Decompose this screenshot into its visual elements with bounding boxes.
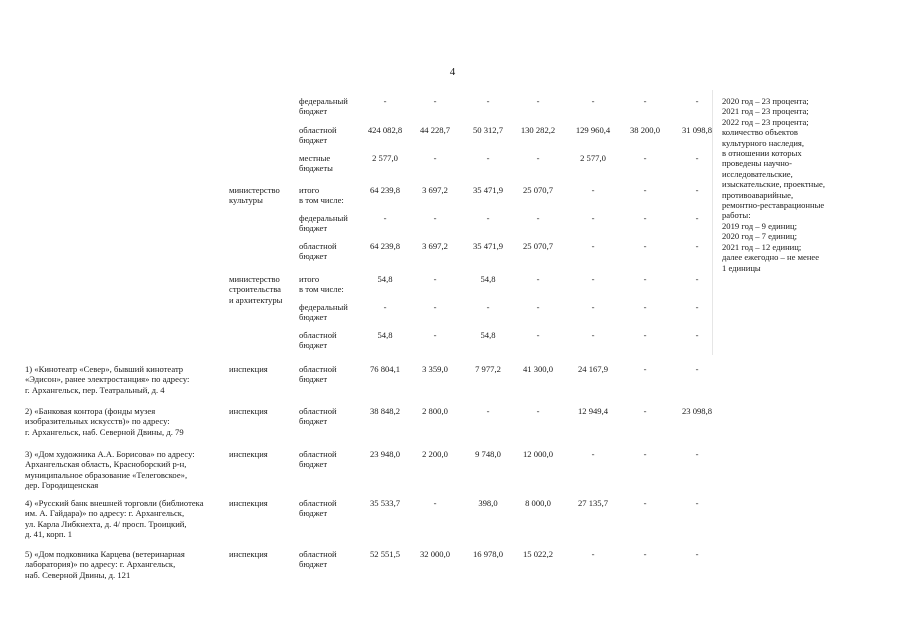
responsible-agent-line: строительства <box>229 284 281 295</box>
value-cell: - <box>536 96 540 106</box>
value-cell: 25 070,7 <box>522 241 554 251</box>
funding-source-line: бюджет <box>299 508 328 519</box>
funding-source-line: бюджеты <box>299 163 333 174</box>
funding-source-line: федеральный <box>299 96 348 106</box>
value-cell: - <box>591 449 595 459</box>
result-line: противоаварийные, <box>722 189 794 200</box>
funding-source-line: бюджет <box>299 340 328 351</box>
funding-source-line: бюджет <box>299 106 328 117</box>
value-cell: - <box>643 241 647 251</box>
value-cell: - <box>643 549 647 559</box>
value-cell: 76 804,1 <box>369 364 401 374</box>
responsible-agent-line: культуры <box>229 195 263 206</box>
object-name-line: 4) «Русский банк внешней торговли (библиотека <box>25 498 204 508</box>
value-cell: 50 312,7 <box>472 125 504 135</box>
result-line: 2021 год – 12 единиц; <box>722 241 802 252</box>
value-cell: 12 949,4 <box>577 406 609 416</box>
result-line: далее ежегодно – не менее <box>722 252 820 263</box>
value-cell: - <box>486 406 490 416</box>
funding-source-line: итого <box>299 185 320 195</box>
value-cell: - <box>433 96 437 106</box>
object-name-line: г. Архангельск, пер. Театральный, д. 4 <box>25 384 165 395</box>
object-name-line: изобразительных искусств)» по адресу: <box>25 416 170 427</box>
responsible-agent-line: инспекция <box>229 549 268 559</box>
value-cell: - <box>383 302 387 312</box>
value-cell: 32 000,0 <box>419 549 451 559</box>
result-line: 2019 год – 9 единиц; <box>722 220 797 231</box>
value-cell: 130 282,2 <box>520 125 556 135</box>
value-cell: - <box>383 96 387 106</box>
value-cell: - <box>643 498 647 508</box>
value-cell: 2 800,0 <box>422 406 448 416</box>
funding-source-line: областной <box>299 449 337 459</box>
funding-source-line: федеральный <box>299 213 348 223</box>
value-cell: - <box>536 406 540 416</box>
value-cell: - <box>486 302 490 312</box>
responsible-agent-line: инспекция <box>229 498 268 508</box>
value-cell: - <box>695 549 699 559</box>
value-cell: - <box>695 302 699 312</box>
result-line: работы: <box>722 210 751 221</box>
value-cell: 35 471,9 <box>472 185 504 195</box>
value-cell: 129 960,4 <box>575 125 611 135</box>
value-cell: 35 471,9 <box>472 241 504 251</box>
result-line: количество объектов <box>722 127 798 138</box>
value-cell: - <box>643 213 647 223</box>
value-cell: 23 948,0 <box>369 449 401 459</box>
value-cell: - <box>643 153 647 163</box>
result-line: 2020 год – 23 процента; <box>722 96 809 106</box>
object-name-line: 2) «Банковая контора (фонды музея <box>25 406 156 416</box>
result-line: исследовательские, <box>722 168 793 179</box>
object-name-line: лаборатория)» по адресу: г. Архангельск, <box>25 559 176 570</box>
value-cell: - <box>695 213 699 223</box>
value-cell: - <box>591 330 595 340</box>
funding-source-line: областной <box>299 498 337 508</box>
funding-source-line: бюджет <box>299 559 328 570</box>
value-cell: - <box>643 364 647 374</box>
funding-source-line: бюджет <box>299 312 328 323</box>
value-cell: - <box>433 153 437 163</box>
value-cell: - <box>433 274 437 284</box>
value-cell: 3 697,2 <box>422 185 448 195</box>
value-cell: 3 697,2 <box>422 241 448 251</box>
responsible-agent-line: министерство <box>229 274 280 284</box>
value-cell: - <box>695 241 699 251</box>
object-name-line: им. А. Гайдара)» по адресу: г. Архангельск, <box>25 508 185 519</box>
value-cell: - <box>643 330 647 340</box>
object-name-line: Архангельская область, Красноборский р-н, <box>25 459 187 470</box>
value-cell: 2 577,0 <box>580 153 606 163</box>
value-cell: - <box>433 213 437 223</box>
value-cell: - <box>591 96 595 106</box>
value-cell: 54,8 <box>480 330 496 340</box>
value-cell: - <box>695 364 699 374</box>
funding-source-line: бюджет <box>299 416 328 427</box>
value-cell: - <box>591 549 595 559</box>
value-cell: 424 082,8 <box>367 125 403 135</box>
value-cell: - <box>433 498 437 508</box>
value-cell: - <box>536 274 540 284</box>
value-cell: - <box>591 185 595 195</box>
value-cell: - <box>536 213 540 223</box>
result-line: ремонтно-реставрационные <box>722 200 825 211</box>
object-name-line: 1) «Кинотеатр «Север», бывший кинотеатр <box>25 364 184 374</box>
value-cell: 64 239,8 <box>369 185 401 195</box>
responsible-agent-line: инспекция <box>229 406 268 416</box>
value-cell: - <box>643 449 647 459</box>
value-cell: 38 848,2 <box>369 406 401 416</box>
value-cell: - <box>643 302 647 312</box>
responsible-agent-line: инспекция <box>229 364 268 374</box>
funding-source-line: в том числе: <box>299 195 344 206</box>
result-line: культурного наследия, <box>722 137 805 148</box>
funding-source-line: бюджет <box>299 459 328 470</box>
value-cell: 12 000,0 <box>522 449 554 459</box>
value-cell: 52 551,5 <box>369 549 401 559</box>
funding-source-line: областной <box>299 364 337 374</box>
funding-source-line: в том числе: <box>299 284 344 295</box>
responsible-agent-line: министерство <box>229 185 280 195</box>
value-cell: 54,8 <box>377 274 393 284</box>
value-cell: 54,8 <box>377 330 393 340</box>
value-cell: - <box>591 274 595 284</box>
object-name-line: 3) «Дом художника А.А. Борисова» по адресу: <box>25 449 195 459</box>
result-line: 2022 год – 23 процента; <box>722 116 809 127</box>
result-line: изыскательские, проектные, <box>722 179 825 190</box>
value-cell: - <box>536 330 540 340</box>
value-cell: - <box>695 498 699 508</box>
value-cell: - <box>433 302 437 312</box>
result-line: 1 единицы <box>722 262 761 273</box>
value-cell: 24 167,9 <box>577 364 609 374</box>
result-indicators-cell <box>722 96 852 273</box>
value-cell: 23 098,8 <box>681 406 713 416</box>
funding-source-line: бюджет <box>299 251 328 262</box>
value-cell: - <box>486 153 490 163</box>
value-cell: - <box>591 213 595 223</box>
value-cell: - <box>536 302 540 312</box>
funding-source-line: бюджет <box>299 374 328 385</box>
value-cell: 41 300,0 <box>522 364 554 374</box>
value-cell: - <box>695 330 699 340</box>
funding-source-line: итого <box>299 274 320 284</box>
value-cell: - <box>643 406 647 416</box>
value-cell: - <box>643 274 647 284</box>
funding-source-line: областной <box>299 241 337 251</box>
value-cell: - <box>695 185 699 195</box>
object-name-line: 5) «Дом подковника Карцева (ветеринарная <box>25 549 185 559</box>
funding-source-line: федеральный <box>299 302 348 312</box>
value-cell: 25 070,7 <box>522 185 554 195</box>
value-cell: 64 239,8 <box>369 241 401 251</box>
value-cell: 9 748,0 <box>475 449 501 459</box>
responsible-agent-line: и архитектуры <box>229 294 283 305</box>
funding-source-line: местные <box>299 153 331 163</box>
value-cell: 7 977,2 <box>475 364 501 374</box>
value-cell: - <box>536 153 540 163</box>
value-cell: 398,0 <box>478 498 498 508</box>
value-cell: - <box>695 274 699 284</box>
result-line: в отношении которых <box>722 148 802 159</box>
value-cell: 31 098,8 <box>681 125 713 135</box>
funding-source-line: областной <box>299 125 337 135</box>
result-line: 2021 год – 23 процента; <box>722 106 809 117</box>
funding-source-line: областной <box>299 330 337 340</box>
object-name-line: г. Архангельск, наб. Северной Двины, д. 79 <box>25 426 184 437</box>
value-cell: 54,8 <box>480 274 496 284</box>
object-name-line: муниципальное образование «Телеговское», <box>25 469 188 480</box>
value-cell: 2 577,0 <box>372 153 398 163</box>
value-cell: 44 228,7 <box>419 125 451 135</box>
value-cell: - <box>643 185 647 195</box>
funding-source-line: областной <box>299 406 337 416</box>
result-line: 2020 год – 7 единиц; <box>722 231 797 242</box>
object-name-line: дер. Городищенская <box>25 480 99 491</box>
value-cell: - <box>486 96 490 106</box>
funding-source-line: областной <box>299 549 337 559</box>
funding-source-line: бюджет <box>299 135 328 146</box>
funding-source-line: бюджет <box>299 223 328 234</box>
value-cell: 38 200,0 <box>629 125 661 135</box>
result-line: проведены научно- <box>722 158 792 169</box>
value-cell: - <box>486 213 490 223</box>
value-cell: 8 000,0 <box>525 498 551 508</box>
value-cell: 35 533,7 <box>369 498 401 508</box>
value-cell: 3 359,0 <box>422 364 448 374</box>
object-name-line: ул. Карла Либкнехта, д. 4/ просп. Троицкий, <box>25 518 187 529</box>
value-cell: - <box>591 302 595 312</box>
value-cell: - <box>695 449 699 459</box>
page-number: 4 <box>449 66 456 78</box>
value-cell: 2 200,0 <box>422 449 448 459</box>
value-cell: - <box>643 96 647 106</box>
value-cell: - <box>695 153 699 163</box>
value-cell: 15 022,2 <box>522 549 554 559</box>
value-cell: 16 978,0 <box>472 549 504 559</box>
value-cell: - <box>433 330 437 340</box>
value-cell: - <box>695 96 699 106</box>
object-name-line: «Эдисон», ранее электростанция» по адресу: <box>25 374 190 385</box>
object-name-line: наб. Северной Двины, д. 121 <box>25 569 131 580</box>
object-name-line: д. 41, корп. 1 <box>25 529 73 540</box>
value-cell: - <box>591 241 595 251</box>
value-cell: 27 135,7 <box>577 498 609 508</box>
value-cell: - <box>383 213 387 223</box>
responsible-agent-line: инспекция <box>229 449 268 459</box>
